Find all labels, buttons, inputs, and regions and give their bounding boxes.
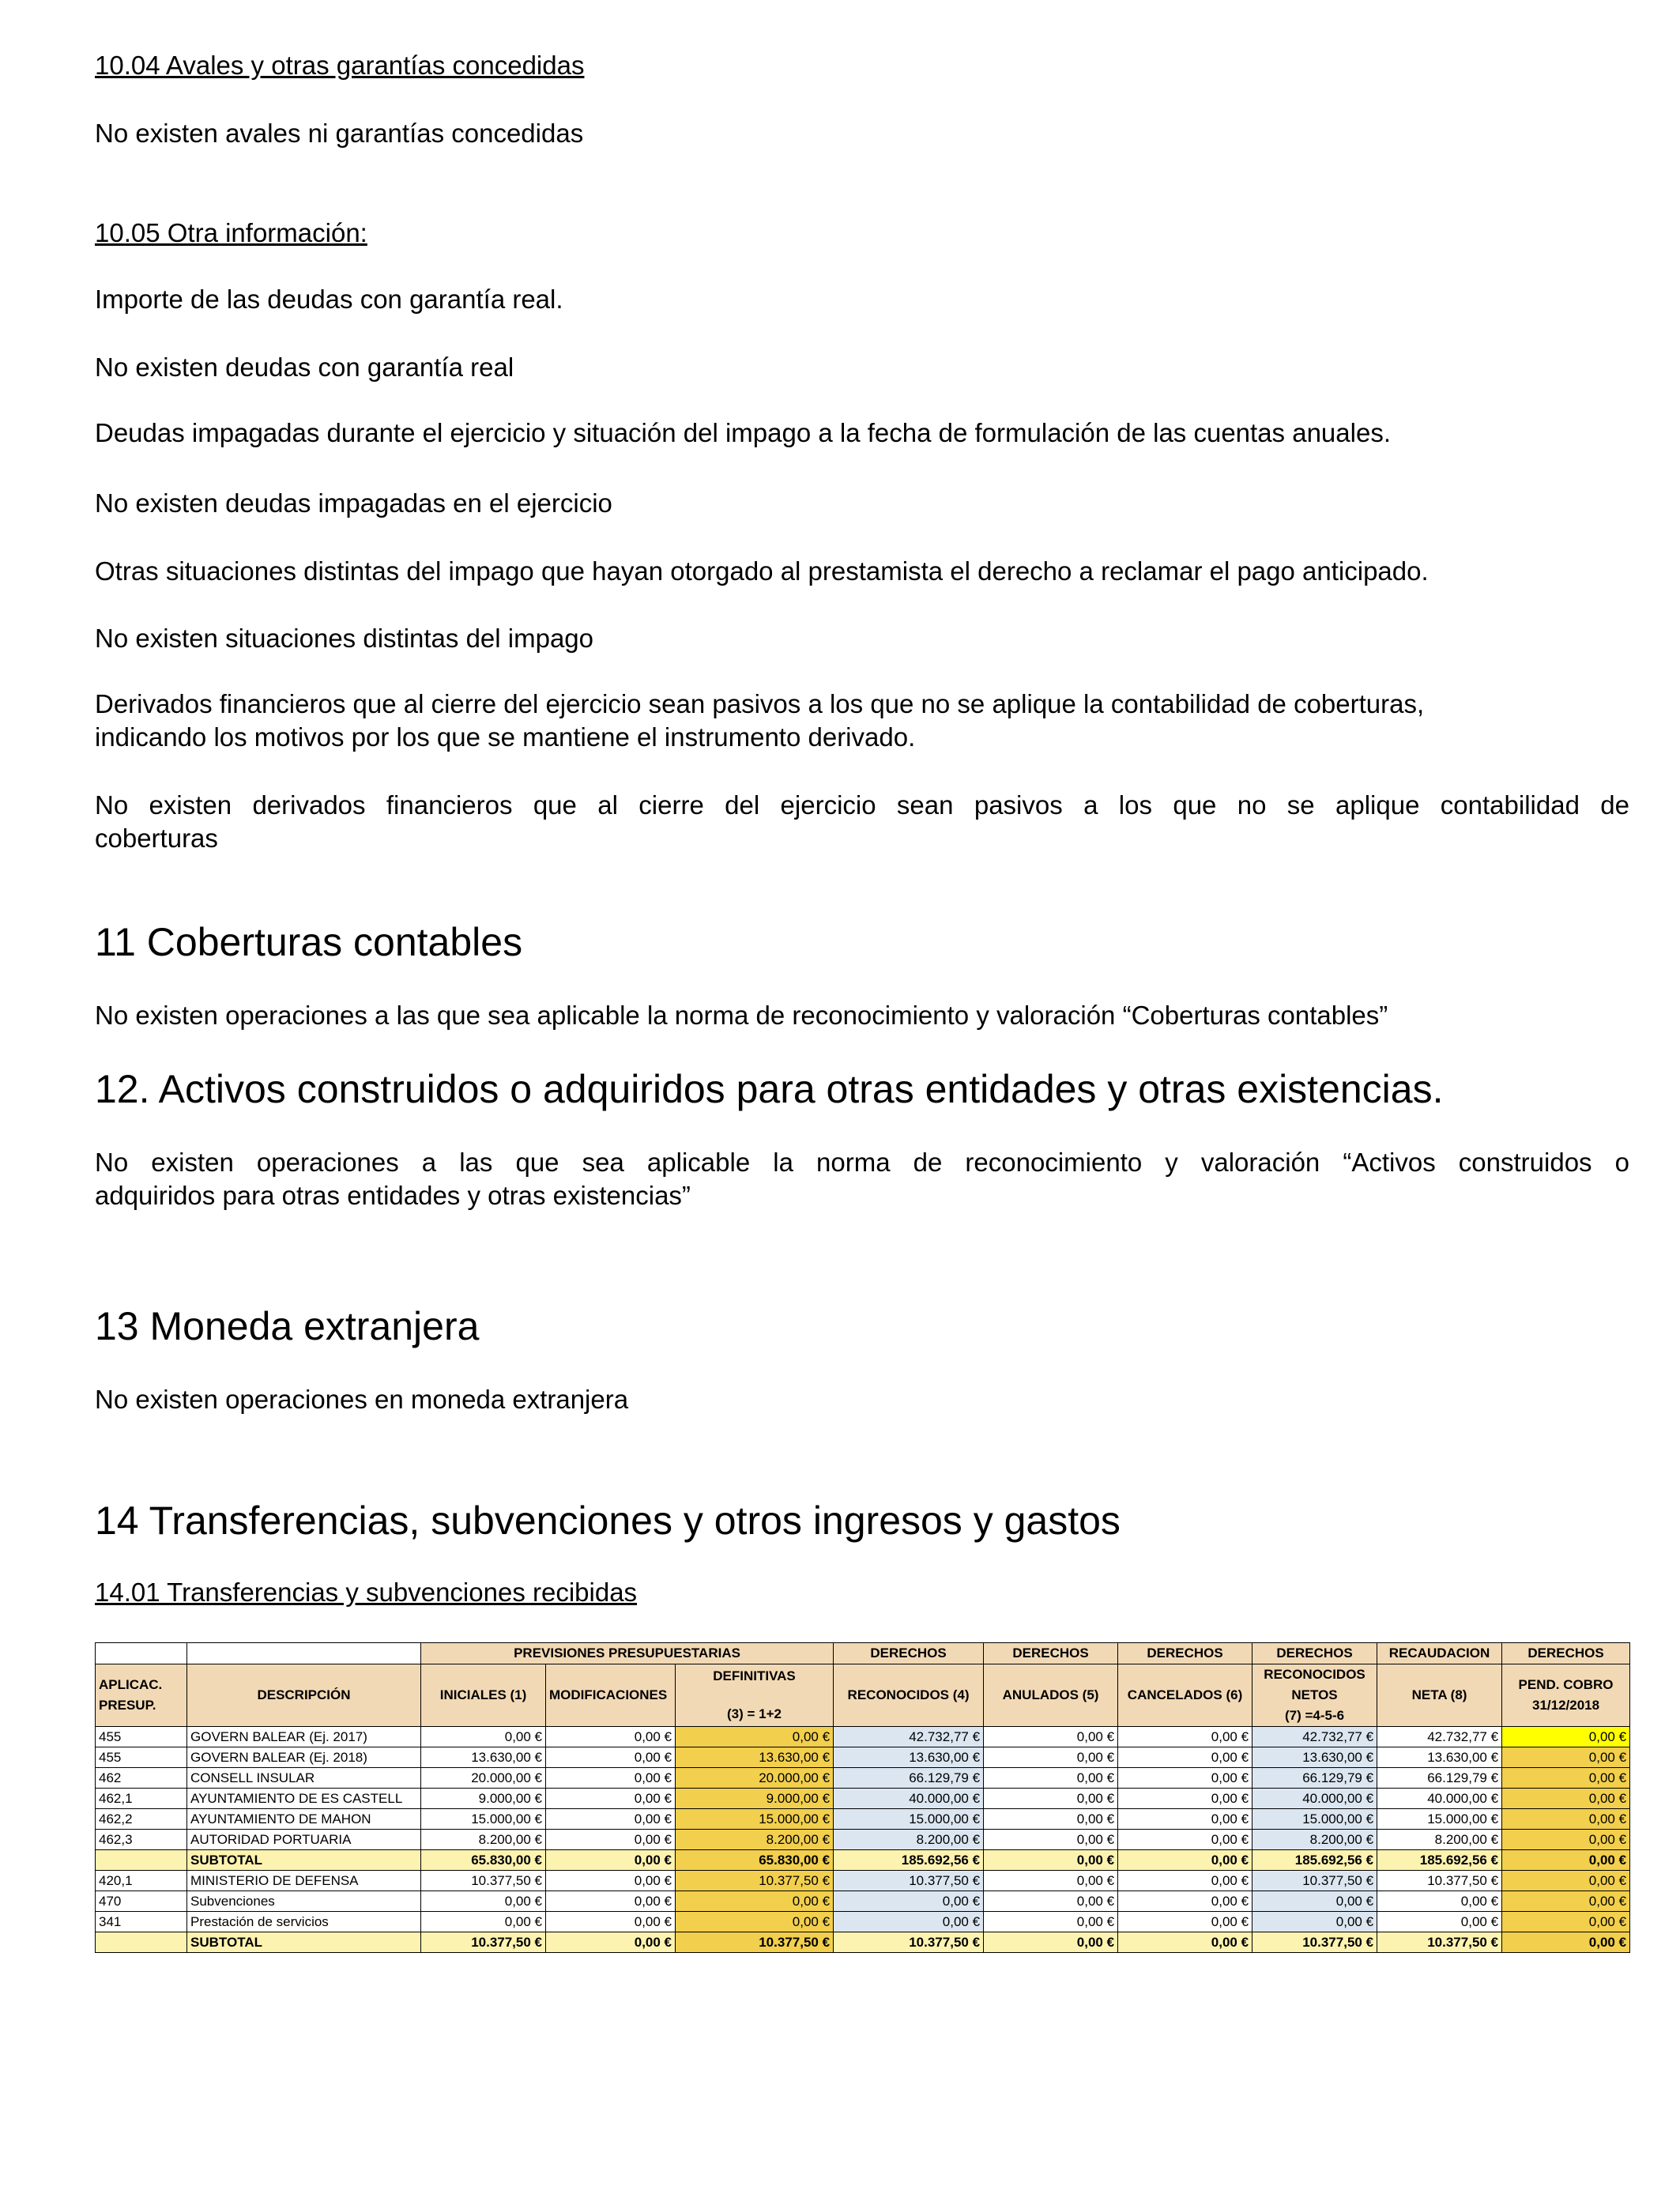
subvenciones-table [95,1642,1630,1953]
table-row [96,1789,1630,1809]
table-cell-aplic: 341 [96,1912,187,1932]
table-cell-def: 0,00 € [676,1727,834,1747]
table-cell-pen: 0,00 € [1502,1789,1630,1809]
table-cell-ini: 9.000,00 € [421,1789,546,1809]
table-cell-mod: 0,00 € [546,1932,676,1953]
table-cell-rcd: 66.129,79 € [1377,1768,1502,1789]
table-header-cell [96,1664,187,1727]
table-cell-pen: 0,00 € [1502,1809,1630,1830]
section-12-heading: 12. Activos construidos o adquiridos para otras entidades y otras existencias. [95,1067,1444,1111]
table-header-cell: RECAUDACION [1377,1643,1502,1664]
table-cell-desc: GOVERN BALEAR (Ej. 2017) [187,1727,421,1747]
table-header-cell [676,1664,834,1727]
header-text: PEND. COBRO [1518,1677,1614,1692]
section-13-heading: 13 Moneda extranjera [95,1304,480,1348]
paragraph: No existen deudas con garantía real [95,352,514,382]
table-cell-can: 0,00 € [1118,1932,1252,1953]
table-cell-ini: 65.830,00 € [421,1850,546,1871]
table-cell-rec: 8.200,00 € [834,1830,984,1850]
table-cell-aplic [96,1850,187,1871]
table-header-cell: MODIFICACIONES [546,1664,676,1727]
table-row [96,1809,1630,1830]
table-cell-aplic: 462,3 [96,1830,187,1850]
table-header-cell: DERECHOS [1118,1643,1252,1664]
table-header-cell: DERECHOS [1502,1643,1630,1664]
table-cell-desc: AYUNTAMIENTO DE ES CASTELL [187,1789,421,1809]
table-cell-desc: AYUNTAMIENTO DE MAHON [187,1809,421,1830]
table-cell-net: 66.129,79 € [1252,1768,1377,1789]
table-cell-anu: 0,00 € [984,1747,1118,1768]
section-14-heading: 14 Transferencias, subvenciones y otros ingresos y gastos [95,1498,1121,1543]
table-cell-mod: 0,00 € [546,1789,676,1809]
table-cell-def: 0,00 € [676,1891,834,1912]
table-cell-mod: 0,00 € [546,1768,676,1789]
table-cell-anu: 0,00 € [984,1891,1118,1912]
table-cell-def: 9.000,00 € [676,1789,834,1809]
paragraph: No existen situaciones distintas del impago [95,624,594,653]
header-text: APLICAC. [99,1677,163,1692]
table-cell-mod: 0,00 € [546,1871,676,1891]
table-cell-rec: 66.129,79 € [834,1768,984,1789]
table-header-cell: CANCELADOS (6) [1118,1664,1252,1727]
table-cell-mod: 0,00 € [546,1891,676,1912]
paragraph: Otras situaciones distintas del impago que hayan otorgado al prestamista el derecho a reclamar el pago anticipado. [95,556,1429,586]
section-12-text: adquiridos para otras entidades y otras existencias” [95,1181,691,1210]
table-cell-net: 10.377,50 € [1252,1871,1377,1891]
table-cell-anu: 0,00 € [984,1830,1118,1850]
table-cell-mod: 0,00 € [546,1747,676,1768]
section-12-text: No existen operaciones a las que sea aplicable la norma de reconocimiento y valoración “Activos construidos o [95,1148,1629,1177]
table-cell-anu: 0,00 € [984,1727,1118,1747]
table-header-cell: ANULADOS (5) [984,1664,1118,1727]
table-cell-anu: 0,00 € [984,1789,1118,1809]
table-cell-net: 42.732,77 € [1252,1727,1377,1747]
table-cell-def: 20.000,00 € [676,1768,834,1789]
table-cell-aplic: 462,1 [96,1789,187,1809]
table-cell-rec: 15.000,00 € [834,1809,984,1830]
table-cell-def: 10.377,50 € [676,1932,834,1953]
table-cell-def: 65.830,00 € [676,1850,834,1871]
table-cell-def: 8.200,00 € [676,1830,834,1850]
paragraph: Importe de las deudas con garantía real. [95,285,563,314]
table-header-cell [96,1643,187,1664]
table-cell-ini: 0,00 € [421,1891,546,1912]
table-cell-mod: 0,00 € [546,1850,676,1871]
table-header-cell: DERECHOS [834,1643,984,1664]
section-10-04-text: No existen avales ni garantías concedidas [95,119,584,148]
table-cell-rcd: 13.630,00 € [1377,1747,1502,1768]
table-cell-rcd: 10.377,50 € [1377,1932,1502,1953]
table-cell-ini: 8.200,00 € [421,1830,546,1850]
subtotal-row [96,1932,1630,1953]
header-text: 31/12/2018 [1531,1698,1600,1713]
table-cell-desc: Prestación de servicios [187,1912,421,1932]
table-cell-rcd: 8.200,00 € [1377,1830,1502,1850]
paragraph: Derivados financieros que al cierre del ejercicio sean pasivos a los que no se aplique la contabilidad de coberturas, [95,689,1425,718]
table-header-cell: INICIALES (1) [421,1664,546,1727]
table-cell-mod: 0,00 € [546,1912,676,1932]
table-cell-ini: 13.630,00 € [421,1747,546,1768]
table-cell-aplic: 455 [96,1727,187,1747]
table-cell-anu: 0,00 € [984,1768,1118,1789]
table-cell-rcd: 15.000,00 € [1377,1809,1502,1830]
table-cell-desc: SUBTOTAL [187,1850,421,1871]
table-cell-desc: CONSELL INSULAR [187,1768,421,1789]
table-cell-rec: 10.377,50 € [834,1871,984,1891]
table-row [96,1747,1630,1768]
table-cell-can: 0,00 € [1118,1871,1252,1891]
table-row [96,1871,1630,1891]
table-cell-pen: 0,00 € [1502,1912,1630,1932]
header-text: PRESUP. [99,1698,156,1713]
table-cell-def: 10.377,50 € [676,1871,834,1891]
table-cell-ini: 10.377,50 € [421,1932,546,1953]
table-cell-anu: 0,00 € [984,1809,1118,1830]
table-cell-rcd: 40.000,00 € [1377,1789,1502,1809]
table-cell-anu: 0,00 € [984,1932,1118,1953]
table-cell-rec: 0,00 € [834,1891,984,1912]
section-14-01-title: 14.01 Transferencias y subvenciones recibidas [95,1578,638,1607]
table-cell-rec: 42.732,77 € [834,1727,984,1747]
table-header-cell [1502,1664,1630,1727]
section-10-04-title: 10.04 Avales y otras garantías concedidas [95,51,585,80]
table-cell-rec: 185.692,56 € [834,1850,984,1871]
section-11-heading: 11 Coberturas contables [95,920,523,964]
table-cell-net: 10.377,50 € [1252,1932,1377,1953]
table-cell-ini: 15.000,00 € [421,1809,546,1830]
subtotal-row [96,1850,1630,1871]
table-header-cell [1252,1664,1377,1727]
table-cell-can: 0,00 € [1118,1850,1252,1871]
table-cell-desc: MINISTERIO DE DEFENSA [187,1871,421,1891]
table-header-cell: DESCRIPCIÓN [187,1664,421,1727]
table-cell-pen: 0,00 € [1502,1768,1630,1789]
table-cell-pen: 0,00 € [1502,1727,1630,1747]
table-cell-aplic: 462 [96,1768,187,1789]
table-cell-def: 0,00 € [676,1912,834,1932]
table-cell-net: 8.200,00 € [1252,1830,1377,1850]
table-cell-aplic: 462,2 [96,1809,187,1830]
table-header-cell [187,1643,421,1664]
table-cell-pen: 0,00 € [1502,1891,1630,1912]
table-cell-ini: 10.377,50 € [421,1871,546,1891]
table-cell-can: 0,00 € [1118,1789,1252,1809]
table-cell-desc: Subvenciones [187,1891,421,1912]
table-cell-pen: 0,00 € [1502,1747,1630,1768]
header-text: (3) = 1+2 [727,1706,782,1721]
table-row [96,1768,1630,1789]
table-column-header-row [96,1664,1630,1727]
table-header-cell: DERECHOS [984,1643,1118,1664]
table-cell-desc: GOVERN BALEAR (Ej. 2018) [187,1747,421,1768]
paragraph: No existen deudas impagadas en el ejercicio [95,488,612,518]
table-cell-pen: 0,00 € [1502,1850,1630,1871]
table-cell-mod: 0,00 € [546,1830,676,1850]
table-cell-can: 0,00 € [1118,1912,1252,1932]
header-text: (7) =4-5-6 [1284,1708,1345,1723]
table-cell-mod: 0,00 € [546,1727,676,1747]
table-row [96,1912,1630,1932]
table-cell-net: 13.630,00 € [1252,1747,1377,1768]
table-cell-rcd: 0,00 € [1377,1891,1502,1912]
table-cell-pen: 0,00 € [1502,1932,1630,1953]
table-header-cell: RECONOCIDOS (4) [834,1664,984,1727]
table-cell-can: 0,00 € [1118,1747,1252,1768]
table-cell-def: 13.630,00 € [676,1747,834,1768]
table-header-cell: PREVISIONES PRESUPUESTARIAS [421,1643,834,1664]
table-cell-rec: 0,00 € [834,1912,984,1932]
table-cell-net: 15.000,00 € [1252,1809,1377,1830]
table-cell-can: 0,00 € [1118,1809,1252,1830]
table-cell-anu: 0,00 € [984,1871,1118,1891]
table-cell-pen: 0,00 € [1502,1830,1630,1850]
table-cell-rcd: 0,00 € [1377,1912,1502,1932]
table-body [96,1727,1630,1953]
table-cell-can: 0,00 € [1118,1891,1252,1912]
section-10-05-title: 10.05 Otra información: [95,218,367,247]
table-cell-rec: 40.000,00 € [834,1789,984,1809]
table-cell-rcd: 185.692,56 € [1377,1850,1502,1871]
table-cell-desc: SUBTOTAL [187,1932,421,1953]
table-cell-anu: 0,00 € [984,1912,1118,1932]
table-header-cell: NETA (8) [1377,1664,1502,1727]
table-cell-ini: 0,00 € [421,1912,546,1932]
table-cell-can: 0,00 € [1118,1768,1252,1789]
table-header-cell: DERECHOS [1252,1643,1377,1664]
table-cell-desc: AUTORIDAD PORTUARIA [187,1830,421,1850]
paragraph: indicando los motivos por los que se mantiene el instrumento derivado. [95,722,916,752]
table-cell-aplic: 455 [96,1747,187,1768]
table-group-header-row [96,1643,1630,1664]
table-cell-can: 0,00 € [1118,1727,1252,1747]
table-row [96,1727,1630,1747]
paragraph: Deudas impagadas durante el ejercicio y situación del impago a la fecha de formulación de las cuentas anuales. [95,418,1391,447]
table-cell-can: 0,00 € [1118,1830,1252,1850]
section-11-text: No existen operaciones a las que sea aplicable la norma de reconocimiento y valoración “Coberturas contables” [95,1001,1388,1030]
table-cell-rcd: 10.377,50 € [1377,1871,1502,1891]
table-cell-rec: 10.377,50 € [834,1932,984,1953]
table-cell-aplic: 470 [96,1891,187,1912]
paragraph: coberturas [95,824,218,853]
table-cell-aplic [96,1932,187,1953]
table-cell-aplic: 420,1 [96,1871,187,1891]
header-text: RECONOCIDOS [1264,1667,1365,1682]
table-row [96,1830,1630,1850]
table-cell-pen: 0,00 € [1502,1871,1630,1891]
table-cell-rcd: 42.732,77 € [1377,1727,1502,1747]
table-cell-net: 0,00 € [1252,1891,1377,1912]
header-text: DEFINITIVAS [713,1668,796,1683]
table-row [96,1891,1630,1912]
table-cell-mod: 0,00 € [546,1809,676,1830]
table-cell-def: 15.000,00 € [676,1809,834,1830]
table-cell-net: 40.000,00 € [1252,1789,1377,1809]
table-cell-net: 0,00 € [1252,1912,1377,1932]
table-cell-net: 185.692,56 € [1252,1850,1377,1871]
paragraph: No existen derivados financieros que al cierre del ejercicio sean pasivos a los que no se aplique contabilidad de [95,790,1629,820]
section-13-text: No existen operaciones en moneda extranjera [95,1385,629,1414]
table-cell-ini: 0,00 € [421,1727,546,1747]
table-cell-ini: 20.000,00 € [421,1768,546,1789]
table-cell-rec: 13.630,00 € [834,1747,984,1768]
table-cell-anu: 0,00 € [984,1850,1118,1871]
header-text: NETOS [1291,1687,1338,1702]
